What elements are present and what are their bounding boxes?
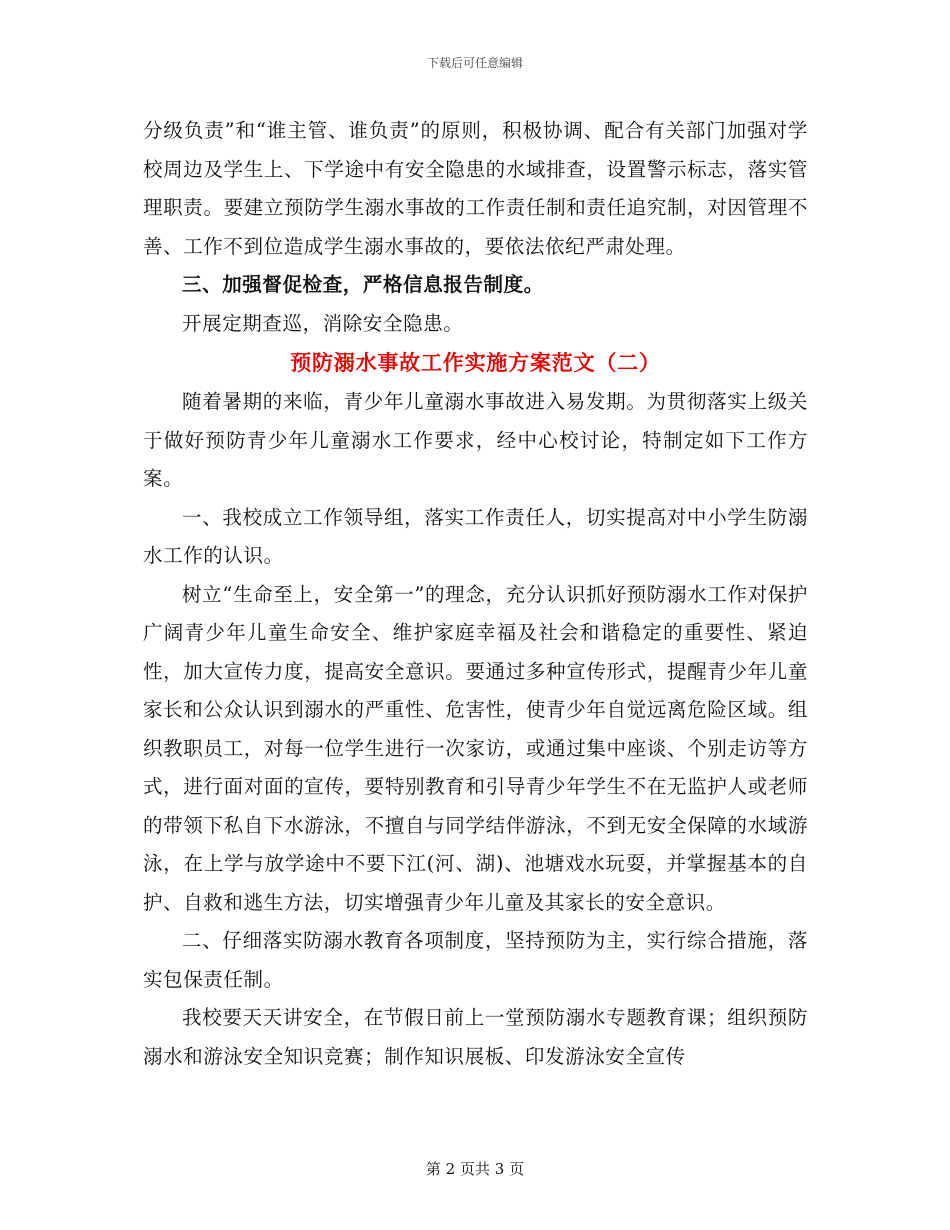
- paragraph-3: 随着暑期的来临，青少年儿童溺水事故进入易发期。为贯彻落实上级关于做好预防青少年儿童溺水工作要求，经中心校讨论，特制定如下工作方案。: [143, 390, 808, 490]
- paragraph-4: 一、我校成立工作领导组，落实工作责任人，切实提高对中小学生防溺水工作的认识。: [143, 505, 808, 567]
- paragraph-5: 树立“生命至上，安全第一”的理念，充分认识抓好预防溺水工作对保护广阔青少年儿童生命安全、维护家庭幸福及社会和谐稳定的重要性、紧迫性，加大宣传力度，提高安全意识。要通过多种宣传形式，提醒青少年儿童家长和公众认识到溺水的严重性、危害性，使青少年自觉远离危险区域。组织教职员工，对每一位学生进行一次家访，或通过集中座谈、个别走访等方式，进行面对面的宣传，要特别教育和引导青少年学生不在无监护人或老师的带领下私自下水游泳，不擅自与同学结伴游泳，不到无安全保障的水域游泳，在上学与放学途中不要下江(河、湖)、池塘戏水玩耍，并掌握基本的自护、自救和逃生方法，切实增强青少年儿童及其家长的安全意识。: [143, 582, 808, 914]
- section-heading-3: 三、加强督促检查，严格信息报告制度。: [182, 273, 544, 296]
- document-body: [143, 112, 808, 1076]
- page-header: 下载后可任意编辑: [426, 56, 523, 70]
- paragraph-2: 开展定期查巡，消除安全隐患。: [182, 311, 464, 335]
- page-footer: 第 2 页共 3 页: [425, 1160, 525, 1178]
- paragraph-1: 分级负责”和“谁主管、谁负责”的原则，积极协调、配合有关部门加强对学校周边及学生上、下学途中有安全隐患的水域排查，设置警示标志，落实管理职责。要建立预防学生溺水事故的工作责任制和责任追究制，对因管理不善、工作不到位造成学生溺水事故的，要依法依纪严肃处理。: [143, 119, 808, 258]
- paragraph-6: 二、仔细落实防溺水教育各项制度，坚持预防为主，实行综合措施，落实包保责任制。: [143, 929, 808, 991]
- paragraph-7: 我校要天天讲安全，在节假日前上一堂预防溺水专题教育课；组织预防溺水和游泳安全知识竞赛；制作知识展板、印发游泳安全宣传: [143, 1006, 808, 1068]
- document-title: 预防溺水事故工作实施方案范文（二）: [290, 350, 661, 375]
